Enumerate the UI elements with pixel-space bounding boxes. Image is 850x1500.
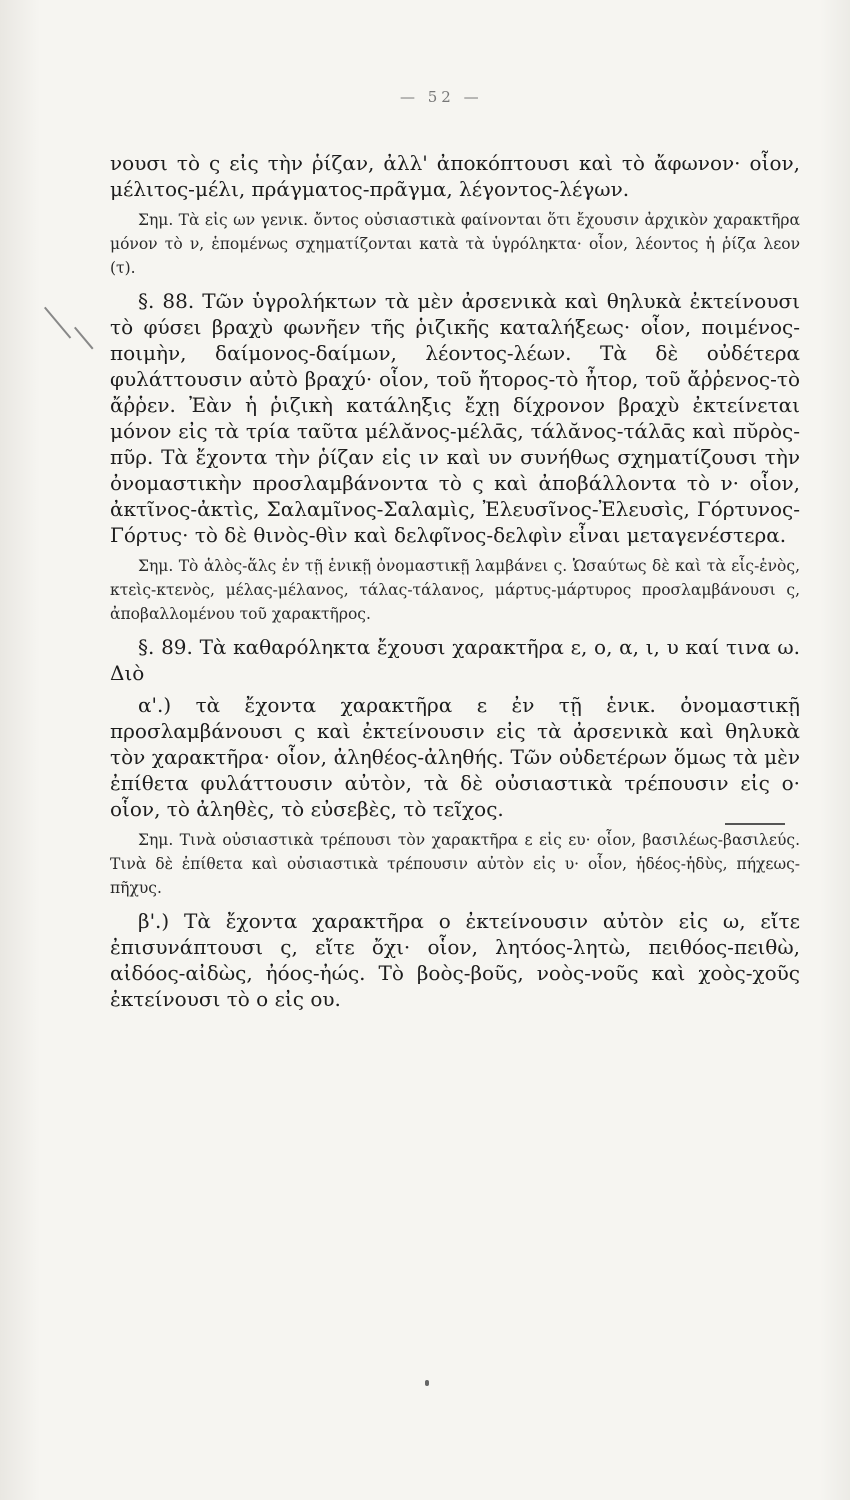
- page-number: — 52 —: [400, 88, 483, 106]
- subsection-beta-paragraph: β'.) Τὰ ἔχοντα χαρακτῆρα ο ἐκτείνουσιν αὐτὸν εἰς ω, εἴτε ἐπισυνάπτουσι ς, εἴτε ὄχι· οἷον, λητόος-λητὼ, πειθόος-πειθὼ, αἰδόος-αἰδὼς, ἠόος-ἠώς. Τὸ βοὸς-βοῦς, νοὸς-νοῦς καὶ χοὸς-χοῦς ἐκτείνουσι τὸ ο εἰς ου.: [110, 909, 800, 1011]
- page-body: [110, 150, 800, 1018]
- ink-rule-mark: [725, 823, 785, 825]
- margin-pencil-mark: [40, 300, 100, 350]
- note-paragraph: Σημ. Τὸ ἁλὸς-ἅλς ἐν τῇ ἑνικῇ ὀνομαστικῇ λαμβάνει ς. Ὡσαύτως δὲ καὶ τὰ εἷς-ἑνὸς, κτεὶς-κτενὸς, μέλας-μέλανος, τάλας-τάλανος, μάρτυς-μάρτυρος προσλαμβάνουσι ς, ἀποβαλλομένου τοῦ χαρακτῆρος.: [110, 557, 800, 623]
- section-88-paragraph: §. 88. Τῶν ὑγρολήκτων τὰ μὲν ἀρσενικὰ καὶ θηλυκὰ ἐκτείνουσι τὸ φύσει βραχὺ φωνῆεν τῆς ῥιζικῆς καταλήξεως· οἷον, ποιμένος-ποιμὴν, δαίμονος-δαίμων, λέοντος-λέων. Τὰ δὲ οὐδέτερα φυλάττουσιν αὐτὸ βραχύ· οἷον, τοῦ ἤτορος-τὸ ἦτορ, τοῦ ἄῤῥενος-τὸ ἄῤῥεν. Ἐὰν ἡ ῥιζικὴ κατάληξις ἔχῃ δίχρονον βραχὺ ἐκτείνεται μόνον εἰς τὰ τρία ταῦτα μέλᾰνος-μέλᾱς, τάλᾰνος-τάλᾱς καὶ πῠρὸς-πῦρ. Τὰ ἔχοντα τὴν ῥίζαν εἰς ιν καὶ υν συνήθως σχηματίζουσι τὴν ὀνομαστικὴν προσλαμβάνοντα τὸ ς καὶ ἀποβάλλοντα τὸ ν· οἷον, ἀκτῖνος-ἀκτὶς, Σαλαμῖνος-Σαλαμὶς, Ἐλευσῖνος-Ἐλευσὶς, Γόρτυνος-Γόρτυς· τὸ δὲ θινὸς-θὶν καὶ δελφῖνος-δελφὶν εἶναι μεταγενέστερα.: [110, 289, 800, 547]
- section-89-paragraph: §. 89. Τὰ καθαρόληκτα ἔχουσι χαρακτῆρα ε, ο, α, ι, υ καί τινα ω. Διὸ: [110, 635, 800, 685]
- ink-speck: [425, 1380, 429, 1386]
- paragraph-continuation: νουσι τὸ ς εἰς τὴν ῥίζαν, ἀλλ' ἀποκόπτουσι καὶ τὸ ἄφωνον· οἷον, μέλιτος-μέλι, πράγματος-πρᾶγμα, λέγοντος-λέγων.: [110, 151, 800, 201]
- note-paragraph: Σημ. Τὰ εἰς ων γενικ. ὄντος οὐσιαστικὰ φαίνονται ὅτι ἔχουσιν ἀρχικὸν χαρακτῆρα μόνον τὸ ν, ἑπομένως σχηματίζονται κατὰ τὰ ὑγρόληκτα· οἷον, λέοντος ἡ ῥίζα λεον (τ).: [110, 211, 800, 277]
- note-paragraph: Σημ. Τινὰ οὐσιαστικὰ τρέπουσι τὸν χαρακτῆρα ε εἰς ευ· οἷον, βασιλέως-βασιλεύς. Τινὰ δὲ ἐπίθετα καὶ οὐσιαστικὰ τρέπουσιν αὐτὸν εἰς υ· οἷον, ἡδέος-ἡδὺς, πήχεως-πῆχυς.: [110, 831, 800, 897]
- subsection-alpha-paragraph: α'.) τὰ ἔχοντα χαρακτῆρα ε ἐν τῇ ἑνικ. ὀνομαστικῇ προσλαμβάνουσι ς καὶ ἐκτείνουσιν εἰς τὰ ἀρσενικὰ καὶ θηλυκὰ τὸν χαρακτῆρα· οἷον, ἀληθέος-ἀληθής. Τῶν οὐδετέρων ὅμως τὰ μὲν ἐπίθετα φυλάττουσιν αὐτὸν, τὰ δὲ οὐσιαστικὰ τρέπουσιν εἰς ο· οἷον, τὸ ἀληθὲς, τὸ εὐσεβὲς, τὸ τεῖχος.: [110, 693, 800, 821]
